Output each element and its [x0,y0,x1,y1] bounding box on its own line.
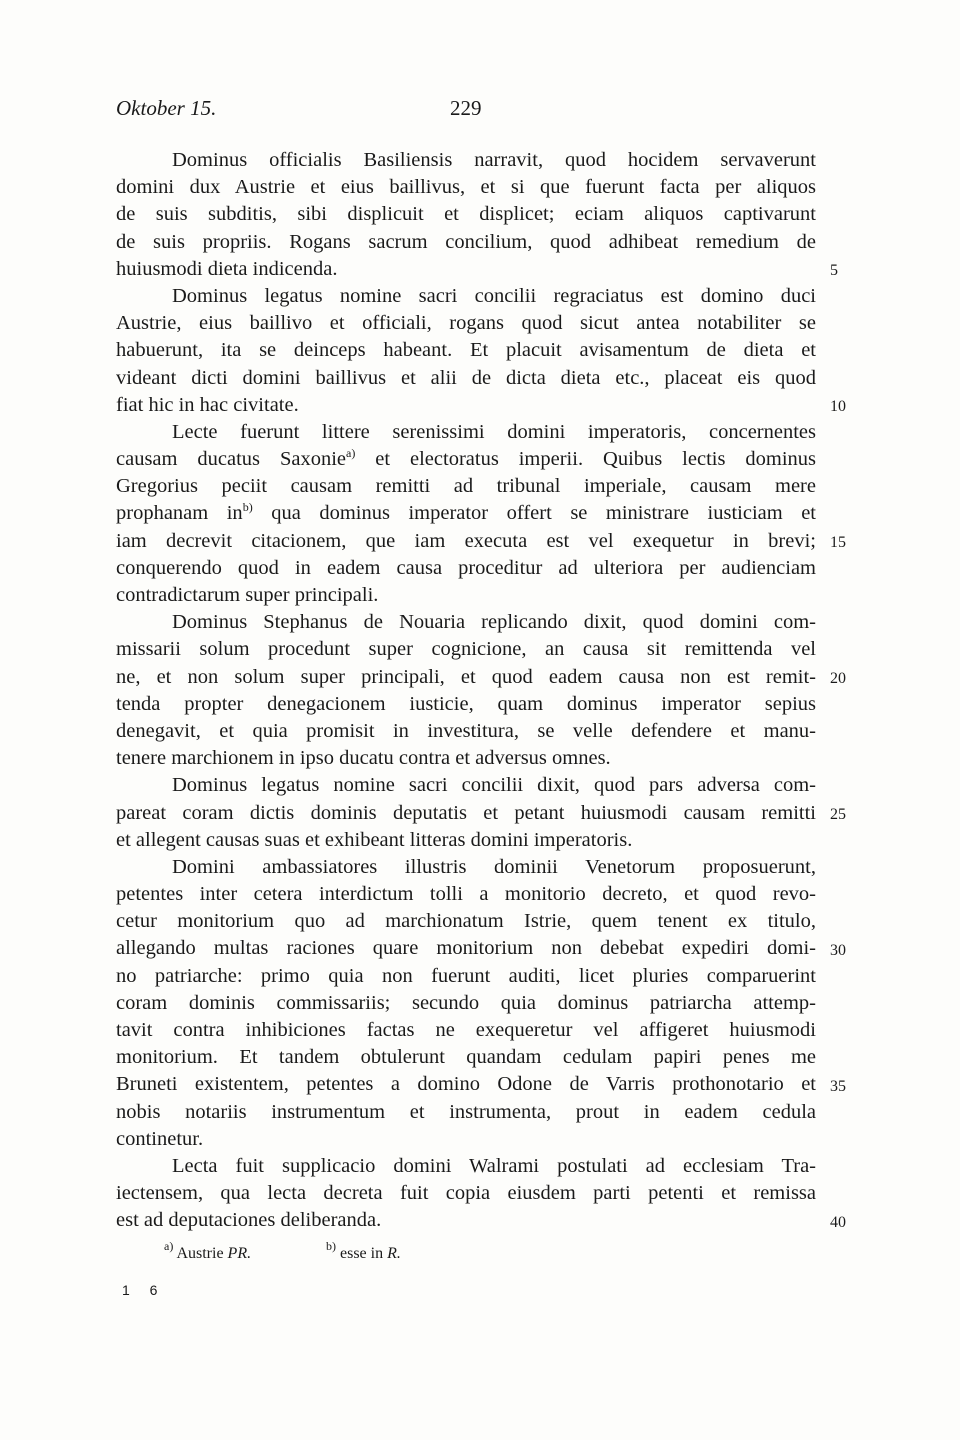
line-number: 10 [830,398,846,415]
text-line: allegando multas raciones quare monitorium non debebat expediri domi- [116,937,816,960]
footnote-a [164,1239,252,1263]
text-fragment: Quibus lectis dominus [603,448,816,471]
footnote-text: esse in [336,1245,388,1262]
text-line: nobis notariis instrumentum et instrumenta, prout in eadem cedula [116,1100,816,1123]
text-line: tavit contra inhibiciones factas ne exequeretur vel affigeret huiusmodi [116,1019,816,1041]
text-line: iectensem, qua lecta decreta fuit copia eiusdem parti petenti et remissa [116,1182,816,1205]
footnote-b [326,1239,401,1263]
text-line: Dominus legatus nomine sacri concilii regraciatus est domino duci [172,284,816,307]
main-text [116,147,816,1235]
footnote-ref-a: a) [346,446,356,461]
page-number: 229 [450,96,482,120]
line-number: 20 [830,670,846,687]
text-line: est ad deputaciones deliberanda. [116,1209,382,1232]
text-line: Dominus Stephanus de Nouaria replicando dixit, quod domini com- [172,611,816,634]
footnote-ref-b: b) [242,500,253,515]
running-head [116,96,816,126]
text-line: denegavit, et quia promisit in investitura, se velle defendere et manu- [116,719,816,742]
text-line: de suis propriis. Rogans sacrum concilium, quod adhibeat remedium de [116,230,816,253]
text-line: pareat coram dictis dominis deputatis et petant huiusmodi causam remitti [116,801,816,824]
line-number: 30 [830,942,846,959]
text-line: Austrie, eius baillivo et officiali, rogans quod sicut antea notabiliter se [116,312,816,335]
text-fragment: qua dominus imperator offert se ministrare iusticiam et [271,502,816,525]
text-line: Dominus officialis Basiliensis narravit, quod hocidem servaverunt [172,149,816,171]
text-line: missarii solum procedunt super cognicione, an causa sit remittenda vel [116,638,816,661]
printer-signature: 1 6 [122,1282,166,1298]
text-fragment: prophanam in [116,502,243,525]
text-line: no patriarche: primo quia non fuerunt auditi, licet pluries comparuerint [116,964,816,987]
text-line: petentes inter cetera interdictum tolli a monitorio decreto, et quod revo- [116,883,816,906]
footnote-source: PR. [227,1245,252,1262]
line-number: 40 [830,1214,846,1231]
footnote-text: Austrie [173,1245,228,1262]
text-line: ne, et non solum super principali, et quod eadem causa non est remit- [116,665,816,688]
text-line: habuerunt, ita se deinceps habeant. Et placuit avisamentum de dieta et [116,339,816,362]
text-line [116,500,816,527]
text-line: cetur monitorium quo ad marchionatum Istrie, quem tenent ex titulo, [116,910,816,933]
text-line: Bruneti existentem, petentes a domino Odone de Varris prothonotario et [116,1073,816,1096]
text-line [116,446,816,473]
line-number: 5 [830,262,838,279]
text-line: de suis subditis, sibi displicuit et displicet; eciam aliquos captivarunt [116,203,816,226]
footnote-marker: a) [164,1239,174,1253]
footnote-source: R. [387,1245,401,1262]
text-fragment: causam ducatus Saxonie [116,448,347,471]
text-line: huiusmodi dieta indicenda. [116,257,338,280]
line-number: 35 [830,1078,846,1095]
text-line: tenda propter denegacionem iusticie, quam dominus imperator sepius [116,692,816,715]
text-fragment [253,502,272,524]
text-line: Domini ambassiatores illustris dominii Venetorum proposuerunt, [172,855,816,878]
text-line: contradictarum super principali. [116,584,379,606]
text-line: continetur. [116,1127,204,1150]
text-line: Dominus legatus nomine sacri concilii dixit, quod pars adversa com- [172,774,816,797]
text-line: et allegent causas suas et exhibeant litteras domini imperatoris. [116,828,633,851]
text-line: iam decrevit citacionem, que iam executa est vel exequetur in brevi; [116,529,816,552]
text-line: monitorium. Et tandem obtulerunt quandam cedulam papiri penes me [116,1046,816,1069]
text-line: Lecta fuit supplicacio domini Walrami postulati ad ecclesiam Tra- [172,1154,816,1177]
text-line: fiat hic in hac civitate. [116,393,299,416]
line-number: 25 [830,806,846,823]
text-fragment: et electoratus imperii. [355,448,604,471]
text-line: coram dominis commissariis; secundo quia dominus patriarcha attemp- [116,991,816,1014]
text-line: tenere marchionem in ipso ducatu contra et adversus omnes. [116,747,611,770]
text-line: Lecte fuerunt littere serenissimi domini imperatoris, concernentes [172,420,816,443]
text-line: conquerendo quod in eadem causa proceditur ad ulteriora per audienciam [116,556,816,579]
line-number: 15 [830,534,846,551]
footnote-marker: b) [326,1239,336,1253]
running-head-date: Oktober 15. [116,96,217,120]
text-line: domini dux Austrie et eius baillivus, et si que fuerunt facta per aliquos [116,176,816,199]
text-line: Gregorius peciit causam remitti ad tribunal imperiale, causam mere [116,475,816,498]
text-line: videant dicti domini baillivus et alii de dicta dieta etc., placeat eis quod [116,366,816,389]
